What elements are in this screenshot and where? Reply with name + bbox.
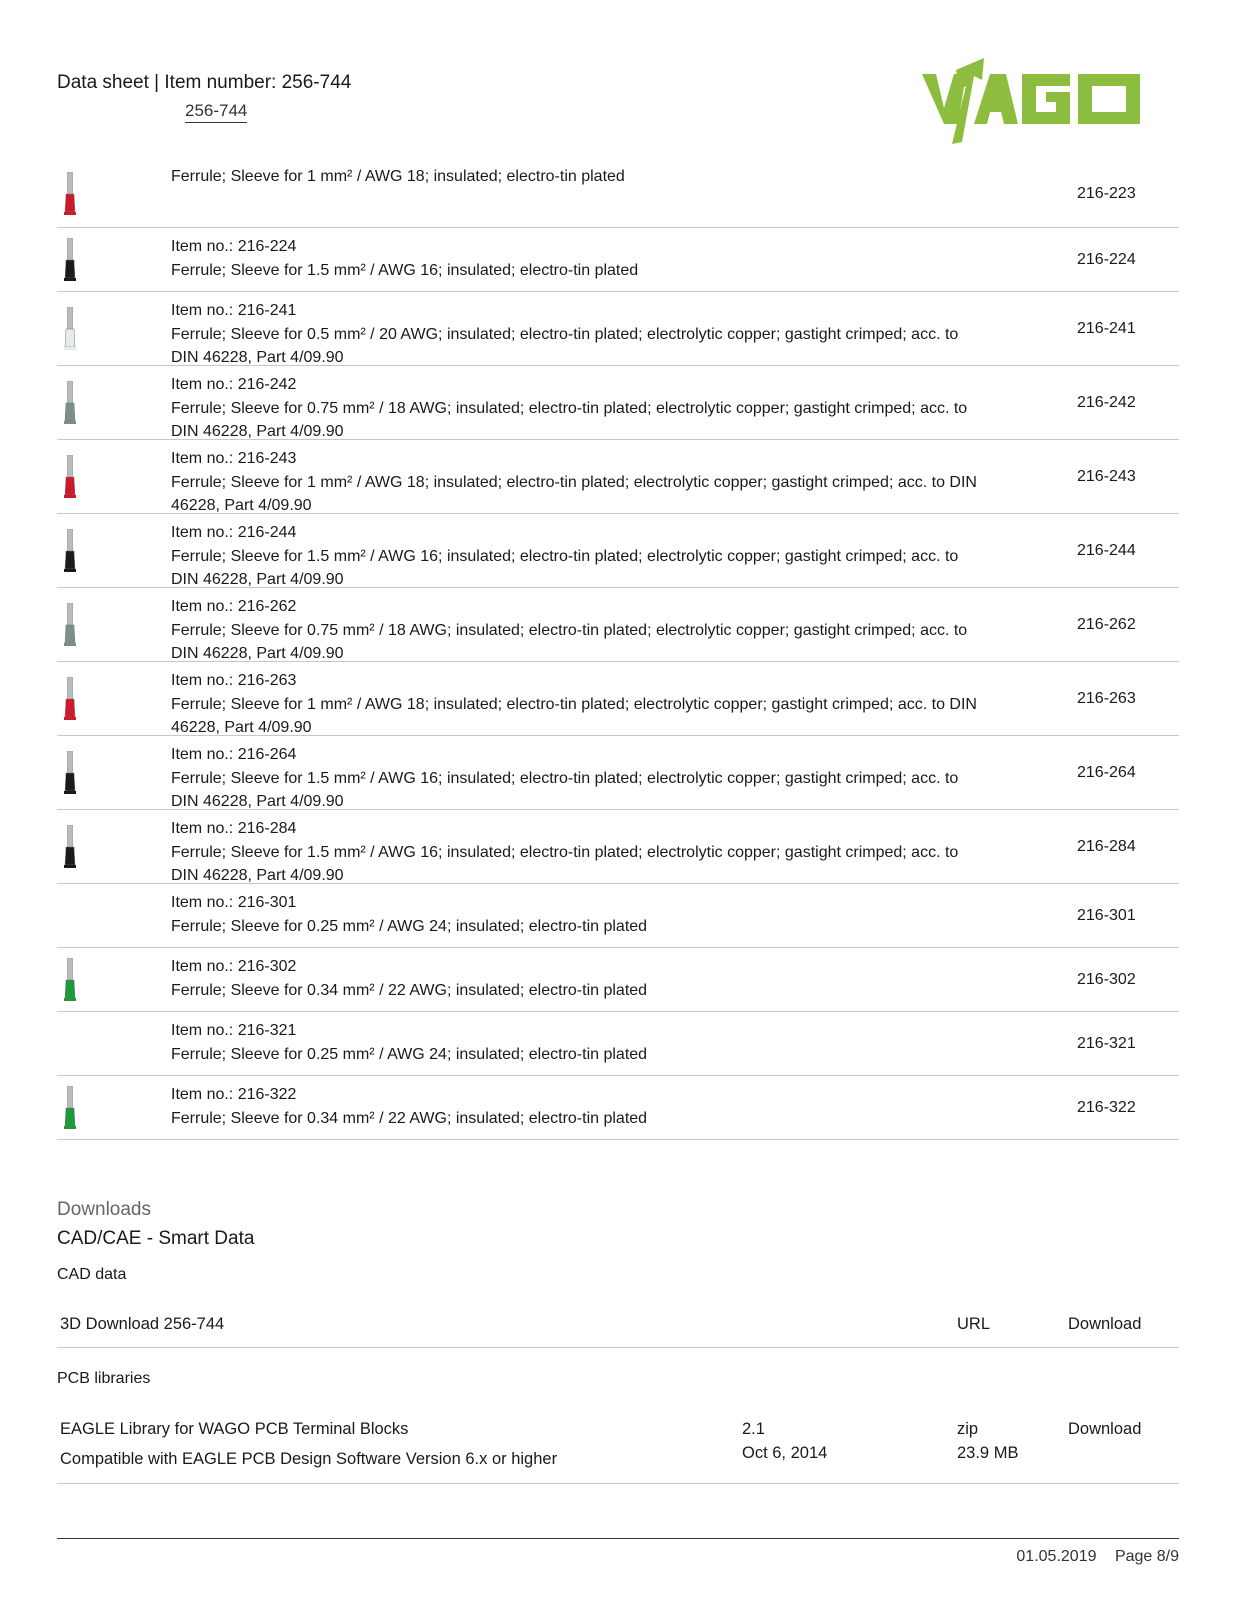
downloads-heading: Downloads — [57, 1199, 151, 1220]
accessory-code: 216-244 — [1077, 541, 1136, 559]
accessory-description-block — [171, 165, 979, 189]
ferrule-icon — [59, 1086, 81, 1130]
accessory-description: Ferrule; Sleeve for 0.34 mm² / 22 AWG; insulated; electro-tin plated — [171, 981, 648, 999]
accessory-code: 216-302 — [1077, 970, 1136, 988]
accessory-description: Ferrule; Sleeve for 1.5 mm² / AWG 16; insulated; electro-tin plated; electrolytic copper; gastight crimped; acc. to DIN 46228, Part 4/09.90 — [171, 843, 959, 884]
accessory-row — [57, 810, 1179, 884]
accessory-row — [57, 228, 1179, 292]
accessory-item-number: Item no.: 216-302 — [171, 958, 297, 975]
ferrule-icon — [59, 751, 81, 795]
accessory-code: 216-241 — [1077, 319, 1136, 337]
accessory-code: 216-284 — [1077, 837, 1136, 855]
ferrule-icon — [59, 455, 81, 499]
accessory-description-block — [171, 299, 979, 370]
accessory-description: Ferrule; Sleeve for 0.75 mm² / 18 AWG; insulated; electro-tin plated; electrolytic copper; gastight crimped; acc. to DIN 46228, Part 4/09.90 — [171, 399, 968, 440]
accessory-description-block — [171, 891, 979, 938]
accessory-row — [57, 588, 1179, 662]
download-name: 3D Download 256-744 — [60, 1315, 225, 1333]
footer-divider — [57, 1538, 1179, 1539]
accessory-code: 216-301 — [1077, 906, 1136, 924]
ferrule-icon — [59, 238, 81, 282]
accessory-description-block — [171, 1019, 979, 1066]
ferrule-icon — [59, 307, 81, 351]
page-title: Data sheet | Item number: 256-744 — [57, 72, 352, 93]
accessory-description: Ferrule; Sleeve for 0.5 mm² / 20 AWG; insulated; electro-tin plated; electrolytic copper; gastight crimped; acc. to DIN 46228, Part 4/09.90 — [171, 325, 959, 366]
accessory-row — [57, 662, 1179, 736]
accessory-description-block — [171, 817, 979, 888]
download-date: Oct 6, 2014 — [742, 1444, 828, 1462]
accessory-item-number: Item no.: 216-241 — [171, 302, 297, 319]
accessory-description-block — [171, 955, 979, 1002]
download-name: EAGLE Library for WAGO PCB Terminal Blocks — [60, 1420, 409, 1438]
accessory-item-number: Item no.: 216-264 — [171, 746, 297, 763]
footer — [1016, 1548, 1179, 1566]
accessory-description-block — [171, 1083, 979, 1130]
pcb-libraries-label: PCB libraries — [57, 1370, 151, 1387]
download-description: Compatible with EAGLE PCB Design Software Version 6.x or higher — [60, 1450, 558, 1468]
accessory-description: Ferrule; Sleeve for 1 mm² / AWG 18; insulated; electro-tin plated; electrolytic copper; gastight crimped; acc. to DIN 46228, Part 4/09.90 — [171, 473, 977, 514]
accessory-description-block — [171, 373, 979, 444]
download-type: zip — [957, 1420, 979, 1438]
footer-page: Page 8/9 — [1114, 1548, 1179, 1565]
ferrule-icon — [59, 381, 81, 425]
accessory-item-number: Item no.: 216-322 — [171, 1086, 297, 1103]
accessory-description-block — [171, 595, 979, 666]
ferrule-icon — [59, 172, 81, 216]
accessory-row — [57, 1076, 1179, 1140]
accessory-code: 216-264 — [1077, 763, 1136, 781]
download-size: 23.9 MB — [957, 1444, 1019, 1462]
accessory-description: Ferrule; Sleeve for 0.25 mm² / AWG 24; insulated; electro-tin plated — [171, 1045, 648, 1063]
accessory-item-number: Item no.: 216-224 — [171, 238, 297, 255]
download-row — [57, 1302, 1179, 1348]
accessories-table — [57, 160, 1179, 1140]
ferrule-icon — [59, 603, 81, 647]
accessory-description-block — [171, 447, 979, 518]
smart-data-heading: CAD/CAE - Smart Data — [57, 1228, 255, 1249]
accessory-description-block — [171, 669, 979, 740]
accessory-item-number: Item no.: 216-321 — [171, 1022, 297, 1039]
ferrule-icon — [59, 825, 81, 869]
accessory-item-number: Item no.: 216-262 — [171, 598, 297, 615]
accessory-row — [57, 160, 1179, 228]
accessory-description: Ferrule; Sleeve for 0.34 mm² / 22 AWG; insulated; electro-tin plated — [171, 1109, 648, 1127]
accessory-item-number: Item no.: 216-243 — [171, 450, 297, 467]
accessory-description: Ferrule; Sleeve for 1.5 mm² / AWG 16; insulated; electro-tin plated; electrolytic copper; gastight crimped; acc. to DIN 46228, Part 4/09.90 — [171, 769, 959, 810]
accessory-description: Ferrule; Sleeve for 1 mm² / AWG 18; insulated; electro-tin plated; electrolytic copper; gastight crimped; acc. to DIN 46228, Part 4/09.90 — [171, 695, 977, 736]
accessory-code: 216-263 — [1077, 689, 1136, 707]
accessory-code: 216-321 — [1077, 1034, 1136, 1052]
accessory-description: Ferrule; Sleeve for 0.25 mm² / AWG 24; insulated; electro-tin plated — [171, 917, 648, 935]
accessory-item-number: Item no.: 216-263 — [171, 672, 297, 689]
accessory-code: 216-224 — [1077, 250, 1136, 268]
accessory-item-number: Item no.: 216-244 — [171, 524, 297, 541]
accessory-item-number: Item no.: 216-242 — [171, 376, 297, 393]
logo-text: WAGO — [922, 58, 926, 59]
item-number-link[interactable]: 256-744 — [185, 101, 247, 123]
ferrule-icon — [59, 958, 81, 1002]
ferrule-icon — [59, 529, 81, 573]
accessory-description: Ferrule; Sleeve for 1.5 mm² / AWG 16; insulated; electro-tin plated — [171, 261, 639, 279]
accessory-code: 216-243 — [1077, 467, 1136, 485]
accessory-row — [57, 736, 1179, 810]
accessory-row — [57, 514, 1179, 588]
accessory-code: 216-242 — [1077, 393, 1136, 411]
accessory-description-block — [171, 235, 979, 282]
accessory-row — [57, 292, 1179, 366]
accessory-code: 216-262 — [1077, 615, 1136, 633]
footer-date: 01.05.2019 — [1016, 1548, 1097, 1565]
download-type: URL — [957, 1315, 991, 1333]
accessory-code: 216-223 — [1077, 184, 1136, 202]
accessory-row — [57, 1012, 1179, 1076]
accessory-row — [57, 440, 1179, 514]
download-version: 2.1 — [742, 1420, 765, 1438]
accessory-description: Ferrule; Sleeve for 1 mm² / AWG 18; insulated; electro-tin plated — [171, 168, 625, 185]
accessory-description-block — [171, 743, 979, 814]
ferrule-icon — [59, 677, 81, 721]
accessory-item-number: Item no.: 216-301 — [171, 894, 297, 911]
download-row — [57, 1408, 1179, 1484]
accessory-description-block — [171, 521, 979, 592]
cad-data-label: CAD data — [57, 1266, 127, 1283]
accessory-row — [57, 884, 1179, 948]
wago-logo — [922, 58, 1176, 144]
accessory-row — [57, 948, 1179, 1012]
accessory-description: Ferrule; Sleeve for 1.5 mm² / AWG 16; insulated; electro-tin plated; electrolytic copper; gastight crimped; acc. to DIN 46228, Part 4/09.90 — [171, 547, 959, 588]
download-link[interactable]: Download — [1068, 1315, 1142, 1333]
accessory-item-number: Item no.: 216-284 — [171, 820, 297, 837]
accessory-description: Ferrule; Sleeve for 0.75 mm² / 18 AWG; insulated; electro-tin plated; electrolytic copper; gastight crimped; acc. to DIN 46228, Part 4/09.90 — [171, 621, 968, 662]
accessory-row — [57, 366, 1179, 440]
download-link[interactable]: Download — [1068, 1420, 1142, 1438]
accessory-code: 216-322 — [1077, 1098, 1136, 1116]
